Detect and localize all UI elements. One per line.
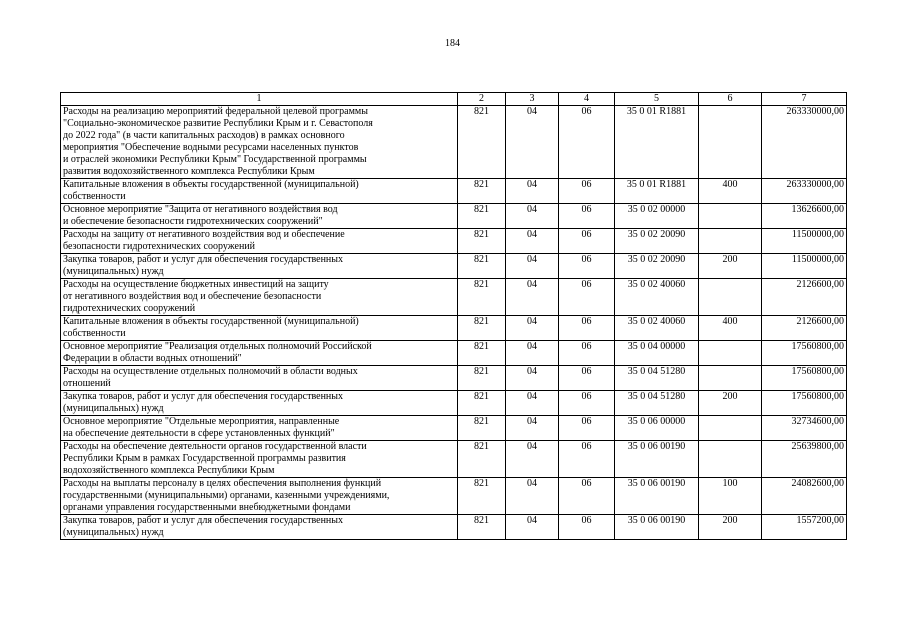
row-expense-type: [699, 106, 762, 179]
row-target-code: 35 0 06 00190: [615, 441, 699, 478]
table-row: [61, 391, 847, 416]
row-expense-type: [699, 441, 762, 478]
row-name: Основное мероприятие "Защита от негативного воздействия вод и обеспечение безопасности гидротехнических сооружений": [61, 204, 458, 229]
table-row: [61, 254, 847, 279]
row-expense-type: [699, 416, 762, 441]
row-amount: 2126600,00: [762, 279, 847, 316]
row-expense-type: [699, 204, 762, 229]
row-subsection-code: 06: [559, 441, 615, 478]
table-row: [61, 316, 847, 341]
row-name: Расходы на реализацию мероприятий федеральной целевой программы "Социально-экономическое развитие Республики Крым и г. Севастополя до 2022 года" (в части капитальных расходов) в рамках основного мероприятия "Обеспечение водными ресурсами населенных пунктов и отраслей экономики Республики Крым" Государственной программы развития водохозяйственного комплекса Республики Крым: [61, 106, 458, 179]
page-number: 184: [445, 38, 460, 49]
row-amount: 1557200,00: [762, 515, 847, 540]
row-amount: 13626600,00: [762, 204, 847, 229]
row-expense-type: 100: [699, 478, 762, 515]
row-subsection-code: 06: [559, 179, 615, 204]
row-ministry-code: 821: [458, 366, 506, 391]
row-amount: 25639800,00: [762, 441, 847, 478]
row-name: Капитальные вложения в объекты государственной (муниципальной) собственности: [61, 316, 458, 341]
table-row: [61, 204, 847, 229]
row-amount: 24082600,00: [762, 478, 847, 515]
header-cell-3: 3: [506, 93, 559, 106]
row-target-code: 35 0 02 40060: [615, 279, 699, 316]
row-section-code: 04: [506, 416, 559, 441]
row-subsection-code: 06: [559, 515, 615, 540]
row-ministry-code: 821: [458, 229, 506, 254]
row-ministry-code: 821: [458, 478, 506, 515]
row-subsection-code: 06: [559, 106, 615, 179]
row-ministry-code: 821: [458, 316, 506, 341]
row-name: Расходы на выплаты персоналу в целях обеспечения выполнения функций государственными (муниципальными) органами, казенными учреждениями, органами управления государственными внебюджетными фондами: [61, 478, 458, 515]
row-target-code: 35 0 02 20090: [615, 229, 699, 254]
row-expense-type: 200: [699, 254, 762, 279]
row-amount: 17560800,00: [762, 341, 847, 366]
row-section-code: 04: [506, 341, 559, 366]
row-target-code: 35 0 06 00000: [615, 416, 699, 441]
row-name: Расходы на осуществление отдельных полномочий в области водных отношений: [61, 366, 458, 391]
header-cell-4: 4: [559, 93, 615, 106]
row-name: Расходы на защиту от негативного воздействия вод и обеспечение безопасности гидротехнических сооружений: [61, 229, 458, 254]
row-expense-type: [699, 229, 762, 254]
row-section-code: 04: [506, 391, 559, 416]
row-name: Расходы на осуществление бюджетных инвестиций на защиту от негативного воздействия вод и обеспечение безопасности гидротехнических сооружений: [61, 279, 458, 316]
header-cell-5: 5: [615, 93, 699, 106]
row-expense-type: [699, 366, 762, 391]
row-section-code: 04: [506, 179, 559, 204]
row-ministry-code: 821: [458, 416, 506, 441]
row-amount: 263330000,00: [762, 106, 847, 179]
row-subsection-code: 06: [559, 229, 615, 254]
row-expense-type: [699, 341, 762, 366]
table-row: [61, 341, 847, 366]
row-target-code: 35 0 01 R1881: [615, 106, 699, 179]
row-target-code: 35 0 04 51280: [615, 366, 699, 391]
table-row: [61, 366, 847, 391]
row-subsection-code: 06: [559, 478, 615, 515]
row-section-code: 04: [506, 515, 559, 540]
row-target-code: 35 0 04 51280: [615, 391, 699, 416]
row-subsection-code: 06: [559, 254, 615, 279]
row-ministry-code: 821: [458, 254, 506, 279]
row-target-code: 35 0 04 00000: [615, 341, 699, 366]
row-amount: 32734600,00: [762, 416, 847, 441]
table-row: [61, 106, 847, 179]
row-ministry-code: 821: [458, 106, 506, 179]
table-row: [61, 416, 847, 441]
row-ministry-code: 821: [458, 441, 506, 478]
row-expense-type: 200: [699, 391, 762, 416]
row-name: Капитальные вложения в объекты государственной (муниципальной) собственности: [61, 179, 458, 204]
row-section-code: 04: [506, 106, 559, 179]
row-amount: 263330000,00: [762, 179, 847, 204]
row-amount: 17560800,00: [762, 391, 847, 416]
row-section-code: 04: [506, 254, 559, 279]
row-section-code: 04: [506, 478, 559, 515]
table-row: [61, 515, 847, 540]
row-name: Основное мероприятие "Реализация отдельных полномочий Российской Федерации в области водных отношений": [61, 341, 458, 366]
row-name: Основное мероприятие "Отдельные мероприятия, направленные на обеспечение деятельности в сфере установленных функций": [61, 416, 458, 441]
row-section-code: 04: [506, 366, 559, 391]
row-name: Закупка товаров, работ и услуг для обеспечения государственных (муниципальных) нужд: [61, 254, 458, 279]
row-target-code: 35 0 02 20090: [615, 254, 699, 279]
table-row: [61, 478, 847, 515]
row-target-code: 35 0 06 00190: [615, 478, 699, 515]
table-row: [61, 441, 847, 478]
row-subsection-code: 06: [559, 341, 615, 366]
row-target-code: 35 0 02 40060: [615, 316, 699, 341]
row-amount: 11500000,00: [762, 229, 847, 254]
row-subsection-code: 06: [559, 416, 615, 441]
row-section-code: 04: [506, 441, 559, 478]
row-name: Закупка товаров, работ и услуг для обеспечения государственных (муниципальных) нужд: [61, 515, 458, 540]
row-amount: 11500000,00: [762, 254, 847, 279]
row-amount: 2126600,00: [762, 316, 847, 341]
table-row: [61, 279, 847, 316]
header-cell-6: 6: [699, 93, 762, 106]
row-ministry-code: 821: [458, 279, 506, 316]
table-row: [61, 179, 847, 204]
row-name: Закупка товаров, работ и услуг для обеспечения государственных (муниципальных) нужд: [61, 391, 458, 416]
row-target-code: 35 0 02 00000: [615, 204, 699, 229]
row-expense-type: 400: [699, 179, 762, 204]
table-row: [61, 229, 847, 254]
row-section-code: 04: [506, 229, 559, 254]
row-subsection-code: 06: [559, 366, 615, 391]
row-section-code: 04: [506, 279, 559, 316]
row-ministry-code: 821: [458, 179, 506, 204]
row-expense-type: 200: [699, 515, 762, 540]
row-name: Расходы на обеспечение деятельности органов государственной власти Республики Крым в рамках Государственной программы развития водохозяйственного комплекса Республики Крым: [61, 441, 458, 478]
row-subsection-code: 06: [559, 391, 615, 416]
row-subsection-code: 06: [559, 204, 615, 229]
row-section-code: 04: [506, 316, 559, 341]
row-expense-type: 400: [699, 316, 762, 341]
row-target-code: 35 0 01 R1881: [615, 179, 699, 204]
row-ministry-code: 821: [458, 391, 506, 416]
row-subsection-code: 06: [559, 279, 615, 316]
row-ministry-code: 821: [458, 204, 506, 229]
row-ministry-code: 821: [458, 515, 506, 540]
row-target-code: 35 0 06 00190: [615, 515, 699, 540]
header-cell-1: 1: [61, 93, 458, 106]
row-subsection-code: 06: [559, 316, 615, 341]
budget-table: [60, 92, 847, 540]
row-section-code: 04: [506, 204, 559, 229]
header-cell-7: 7: [762, 93, 847, 106]
row-expense-type: [699, 279, 762, 316]
row-amount: 17560800,00: [762, 366, 847, 391]
row-ministry-code: 821: [458, 341, 506, 366]
header-cell-2: 2: [458, 93, 506, 106]
header-row: [61, 93, 847, 106]
